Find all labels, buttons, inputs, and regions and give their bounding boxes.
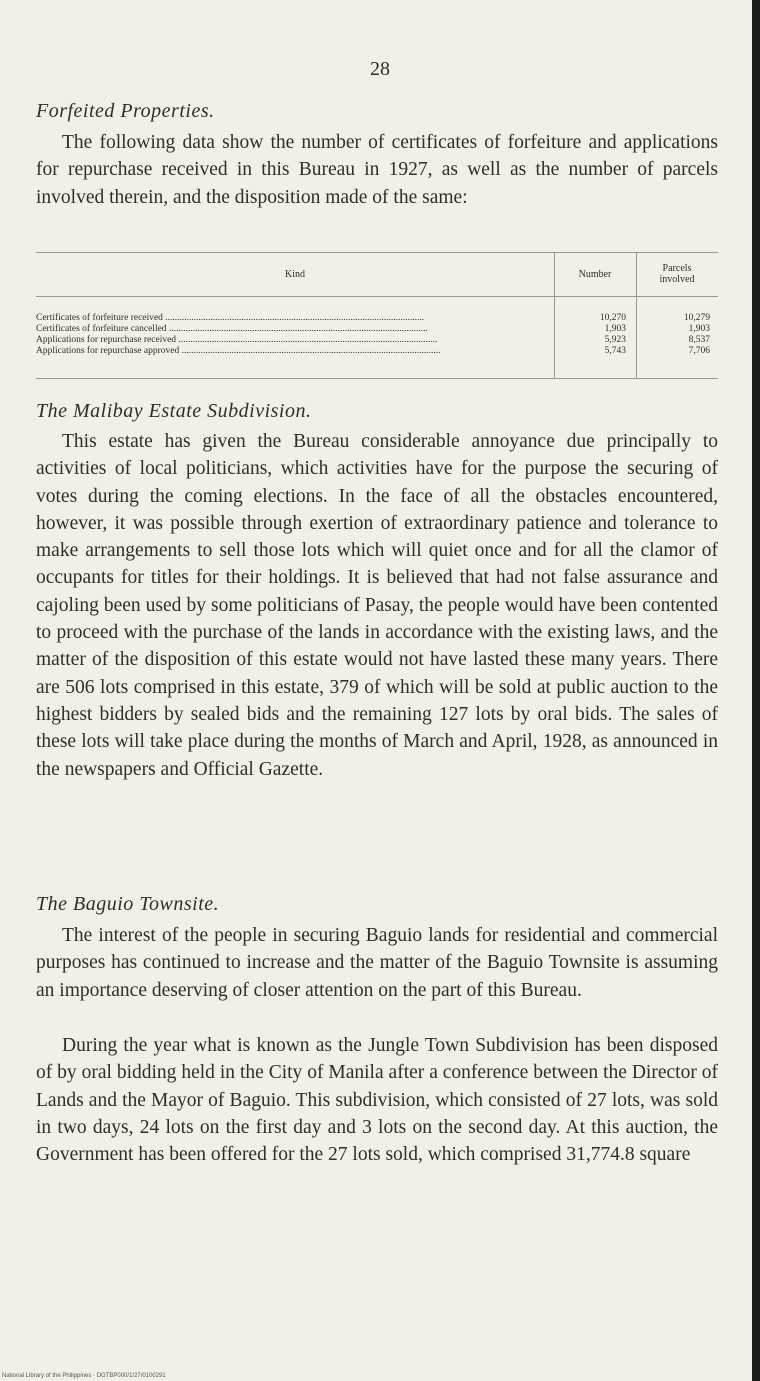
table-cell-parcels: 10,279 <box>683 313 710 323</box>
paragraph-jungle-town: During the year what is known as the Jungle Town Subdivision has been disposed of by oral bidding held in the City of Manila after a conference between the Director of Lands and the Mayor of Baguio. This subdivision, which consisted of 27 lots, was sold in two days, 24 lots on the first day and 3 lots on the second day. At this auction, the Government has been offered for the 27 lots sold, which comprised 31,774.8 square <box>36 1035 718 1166</box>
table-row <box>36 313 718 324</box>
scan-footer: National Library of the Philippines · DGTBP000/1/27/0100291 <box>2 1373 166 1379</box>
column-header-kind: Kind <box>285 269 305 280</box>
column-header-parcels-line1: Parcels <box>662 263 692 274</box>
heading-malibay-estate: The Malibay Estate Subdivision. <box>36 400 312 422</box>
table-cell-number: 1,903 <box>604 324 626 334</box>
column-header-parcels <box>636 263 718 285</box>
paragraph-malibay-estate: This estate has given the Bureau considerable annoyance due principally to activities of local politicians, which activities have for the purpose the securing of votes during the coming elections. In the face of all the obstacles encountered, however, it was possible through exertion of extraordinary patience and tolerance to make arrangements to sell those lots which will quiet once and for all the clamor of occupants for titles for their holdings. It is believed that had not false assurance and cajoling been used by some politicians of Pasay, the people would have been contented to proceed with the purchase of the lands in accordance with the existing laws, and the matter of the disposition of this estate would not have lasted these many years. There are 506 lots comprised in this estate, 379 of which will be sold at public auction to the highest bidders by sealed bids and the remaining 127 lots by oral bids. The sales of these lots will take place during the months of March and April, 1928, as announced in the newspapers and Official Gazette. <box>36 431 718 780</box>
column-header-number: Number <box>578 269 612 280</box>
paragraph-forfeited-intro: The following data show the number of certificates of forfeiture and applications for repurchase received in this Bureau in 1927, as well as the number of parcels involved therein, and the disposition made of the same: <box>36 132 718 208</box>
table-cell-kind: Certificates of forfeiture received ..... <box>36 313 546 324</box>
heading-forfeited-properties: Forfeited Properties. <box>36 100 215 122</box>
table-cell-parcels: 8,537 <box>688 335 710 345</box>
table-row <box>36 346 718 357</box>
table-cell-parcels: 1,903 <box>688 324 710 334</box>
table-cell-parcels: 7,706 <box>688 346 710 356</box>
table-row <box>36 324 718 335</box>
table-top-rule <box>36 252 718 253</box>
table-cell-kind: Certificates of forfeiture cancelled ..... <box>36 324 546 335</box>
column-header-parcels-line2: involved <box>659 274 695 285</box>
table-cell-kind: Applications for repurchase received ..... <box>36 335 546 346</box>
table-header-rule <box>36 296 718 297</box>
page-number: 28 <box>370 58 390 80</box>
scan-edge <box>752 0 760 1381</box>
paragraph-baguio-interest: The interest of the people in securing Baguio lands for residential and commercial purposes has continued to increase and the matter of the Baguio Townsite is assuming an importance deserving of closer attention on the part of this Bureau. <box>36 925 718 1001</box>
table-cell-number: 10,270 <box>599 313 626 323</box>
table-cell-number: 5,923 <box>604 335 626 345</box>
table-bottom-rule <box>36 378 718 379</box>
table-cell-number: 5,743 <box>604 346 626 356</box>
heading-baguio-townsite: The Baguio Townsite. <box>36 893 220 915</box>
table-row <box>36 335 718 346</box>
table-cell-kind: Applications for repurchase approved ..... <box>36 346 546 357</box>
forfeiture-table <box>36 252 718 379</box>
